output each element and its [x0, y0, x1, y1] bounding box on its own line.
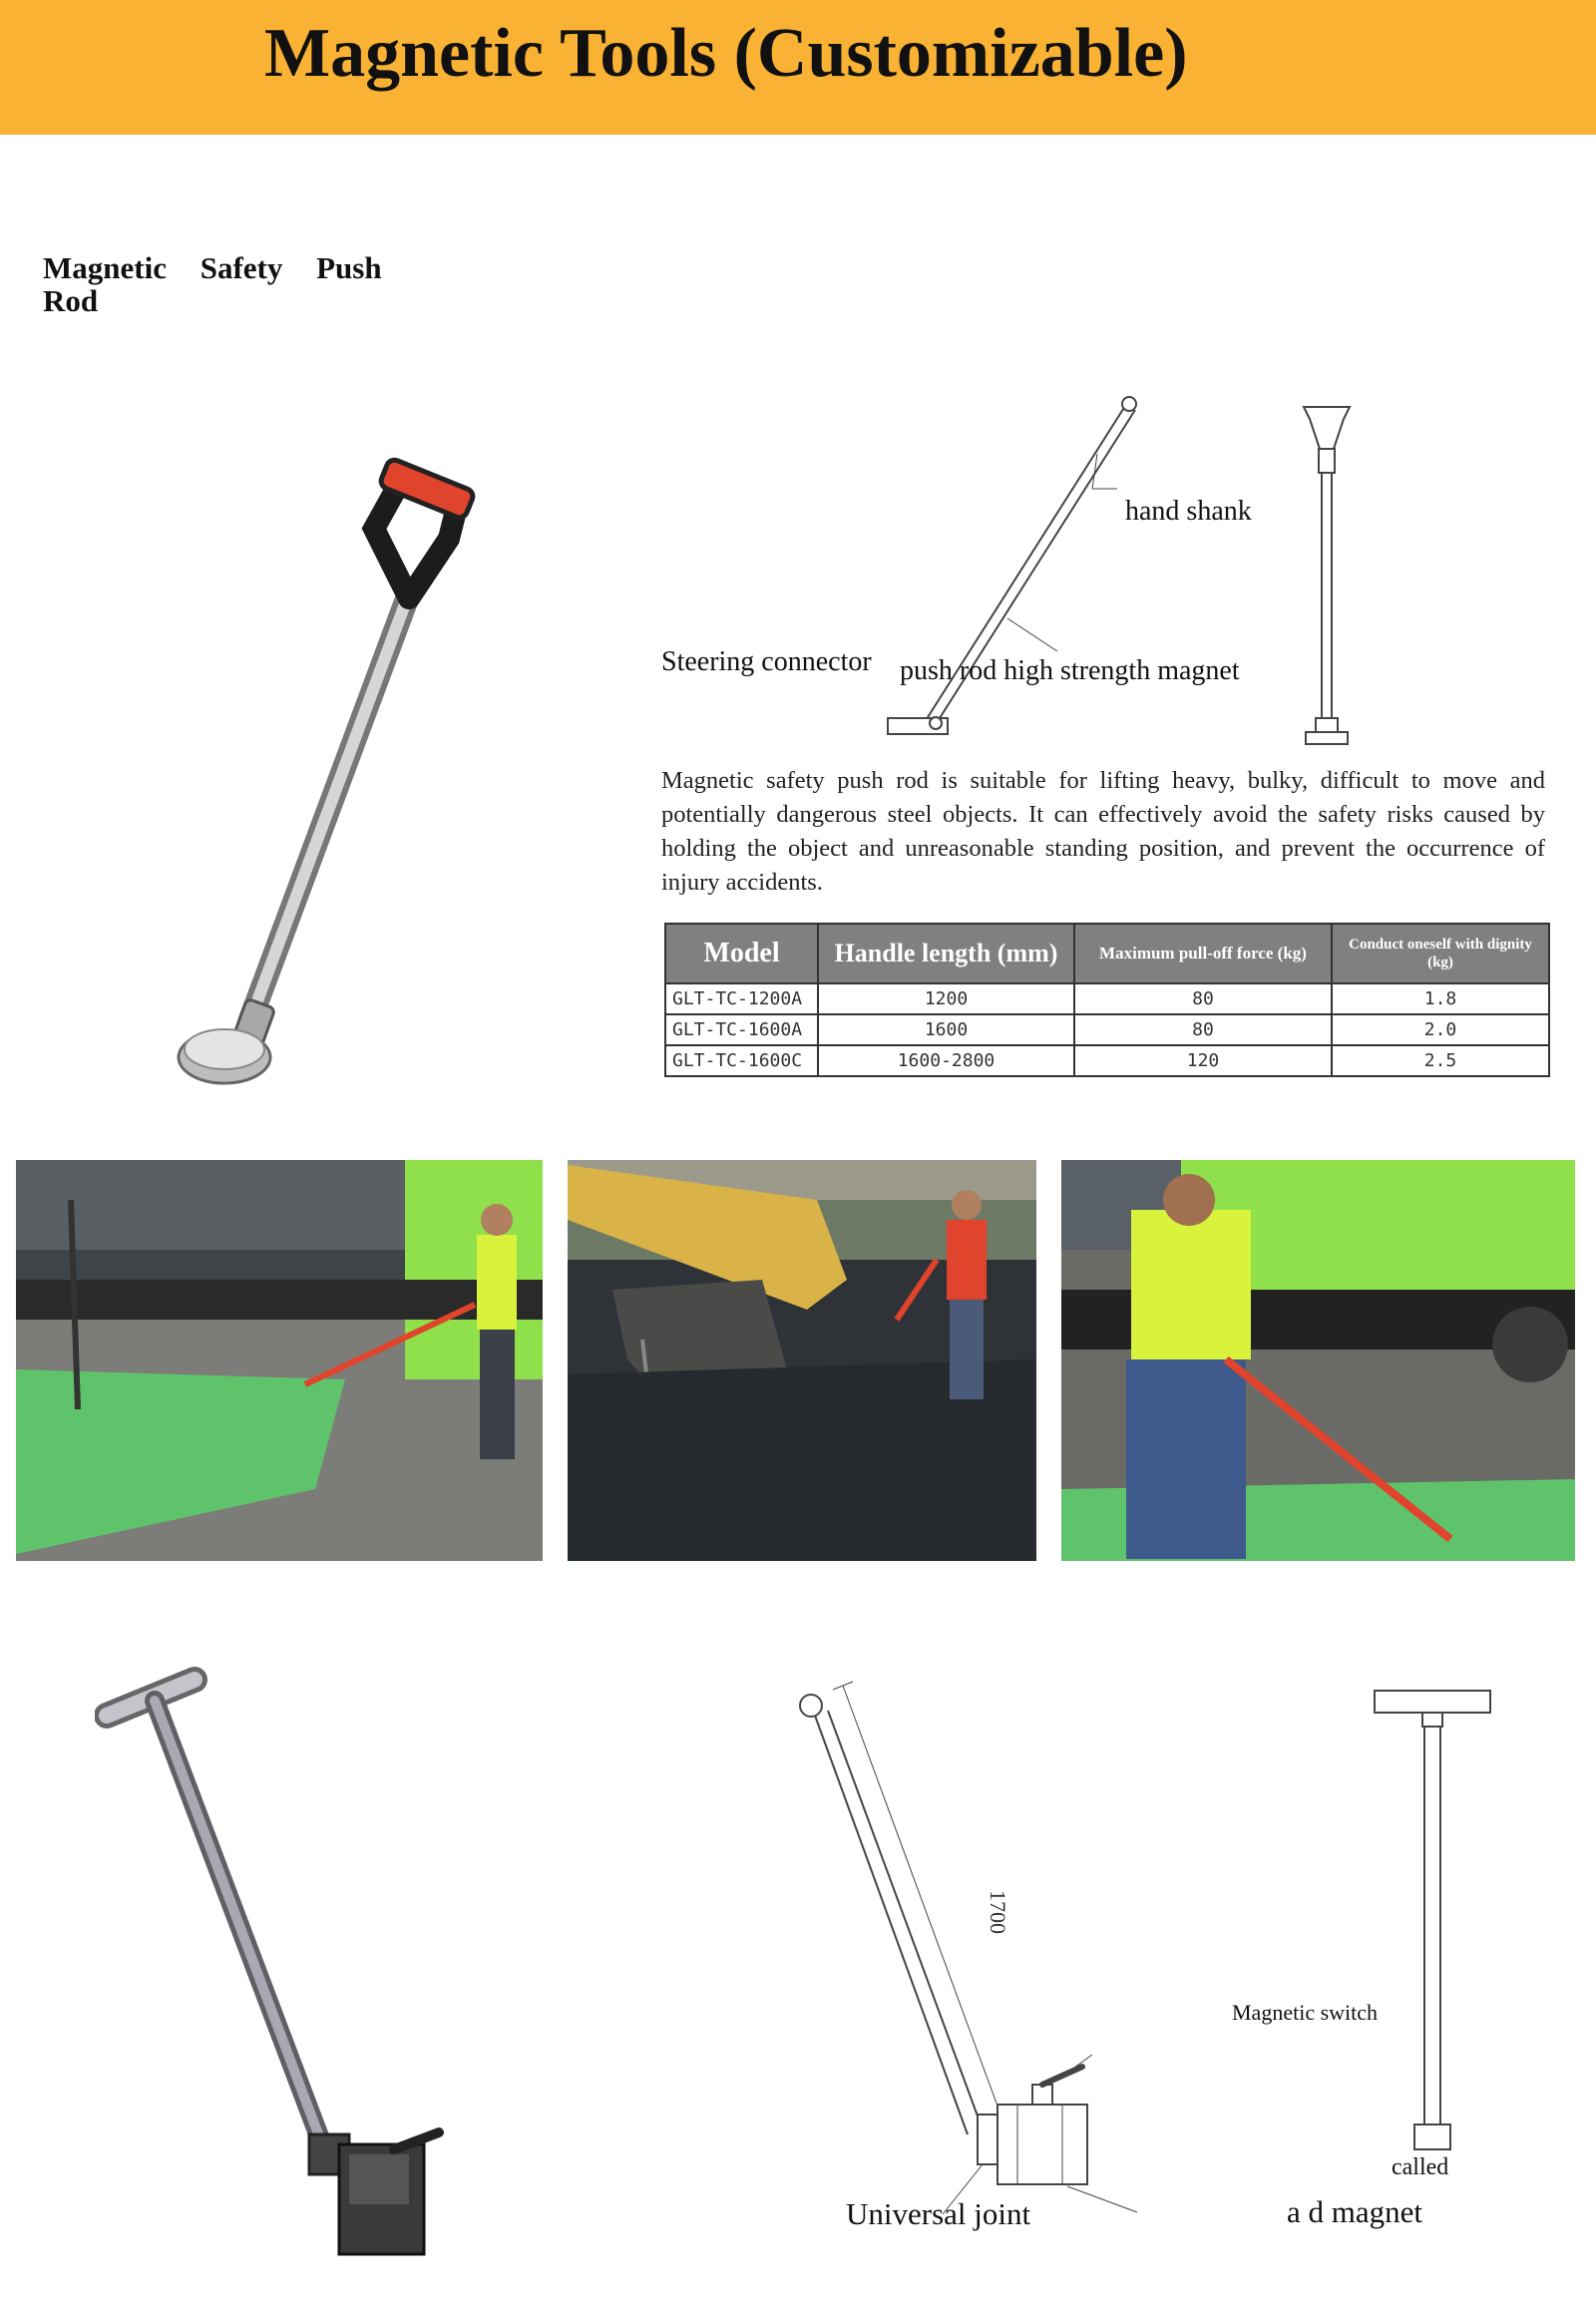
callout-universal-joint: Universal joint [846, 2196, 1031, 2231]
cell-model: GLT-TC-1600A [665, 1014, 818, 1045]
cell-pull-off-force: 80 [1074, 1014, 1332, 1045]
product-description: Magnetic safety push rod is suitable for lifting heavy, bulky, difficult to move and potentially dangerous steel objects. It can effectively avoid the safety risks caused by holding the object and unreasonable standing position, and prevent the occurrence of injury accidents. [661, 767, 1545, 896]
callout-push-rod-magnet: push rod high strength magnet [900, 655, 1240, 686]
callout-steering-connector: Steering connector [661, 646, 872, 677]
col-header-pull-off-force: Maximum pull-off force (kg) [1074, 924, 1332, 983]
cell-pull-off-force: 120 [1074, 1045, 1332, 1076]
cell-handle-length: 1200 [818, 983, 1074, 1014]
cell-model: GLT-TC-1200A [665, 983, 818, 1014]
callout-magnetic-switch: Magnetic switch [1232, 2000, 1379, 2025]
callout-magnet: a d magnet [1287, 2194, 1423, 2229]
t-handle-rod-render [95, 1656, 464, 2264]
cell-pull-off-force: 80 [1074, 983, 1332, 1014]
header-banner [0, 0, 1596, 135]
photo-worker-closeup [1061, 1160, 1575, 1561]
t-handle-diagram [793, 1676, 1242, 2244]
cell-weight: 2.5 [1332, 1045, 1549, 1076]
col-header-weight: Conduct oneself with dignity (kg) [1332, 924, 1549, 983]
dimension-label: 1700 [986, 1890, 1010, 1934]
cell-model: GLT-TC-1600C [665, 1045, 818, 1076]
t-handle-front-view [1367, 1686, 1496, 2154]
callout-hand-shank: hand shank [1125, 496, 1252, 527]
table-row [665, 1045, 1549, 1076]
push-rod-render [160, 444, 509, 1102]
page-title: Magnetic Tools (Customizable) [264, 15, 1188, 92]
photo-excavator-plate [568, 1160, 1036, 1561]
photo-worker-steel-plate [16, 1160, 543, 1561]
cell-weight: 2.0 [1332, 1014, 1549, 1045]
section-title: Magnetic Safety Push Rod [43, 250, 382, 318]
push-rod-front-view [1292, 399, 1362, 753]
table-row [665, 983, 1549, 1014]
cell-weight: 1.8 [1332, 983, 1549, 1014]
table-row [665, 1014, 1549, 1045]
table-header-row [665, 924, 1549, 983]
callout-called: called [1392, 2154, 1449, 2180]
spec-table [664, 923, 1550, 1077]
col-header-model: Model [665, 924, 818, 983]
cell-handle-length: 1600 [818, 1014, 1074, 1045]
col-header-handle-length: Handle length (mm) [818, 924, 1074, 983]
push-rod-diagram [868, 394, 1167, 753]
cell-handle-length: 1600-2800 [818, 1045, 1074, 1076]
